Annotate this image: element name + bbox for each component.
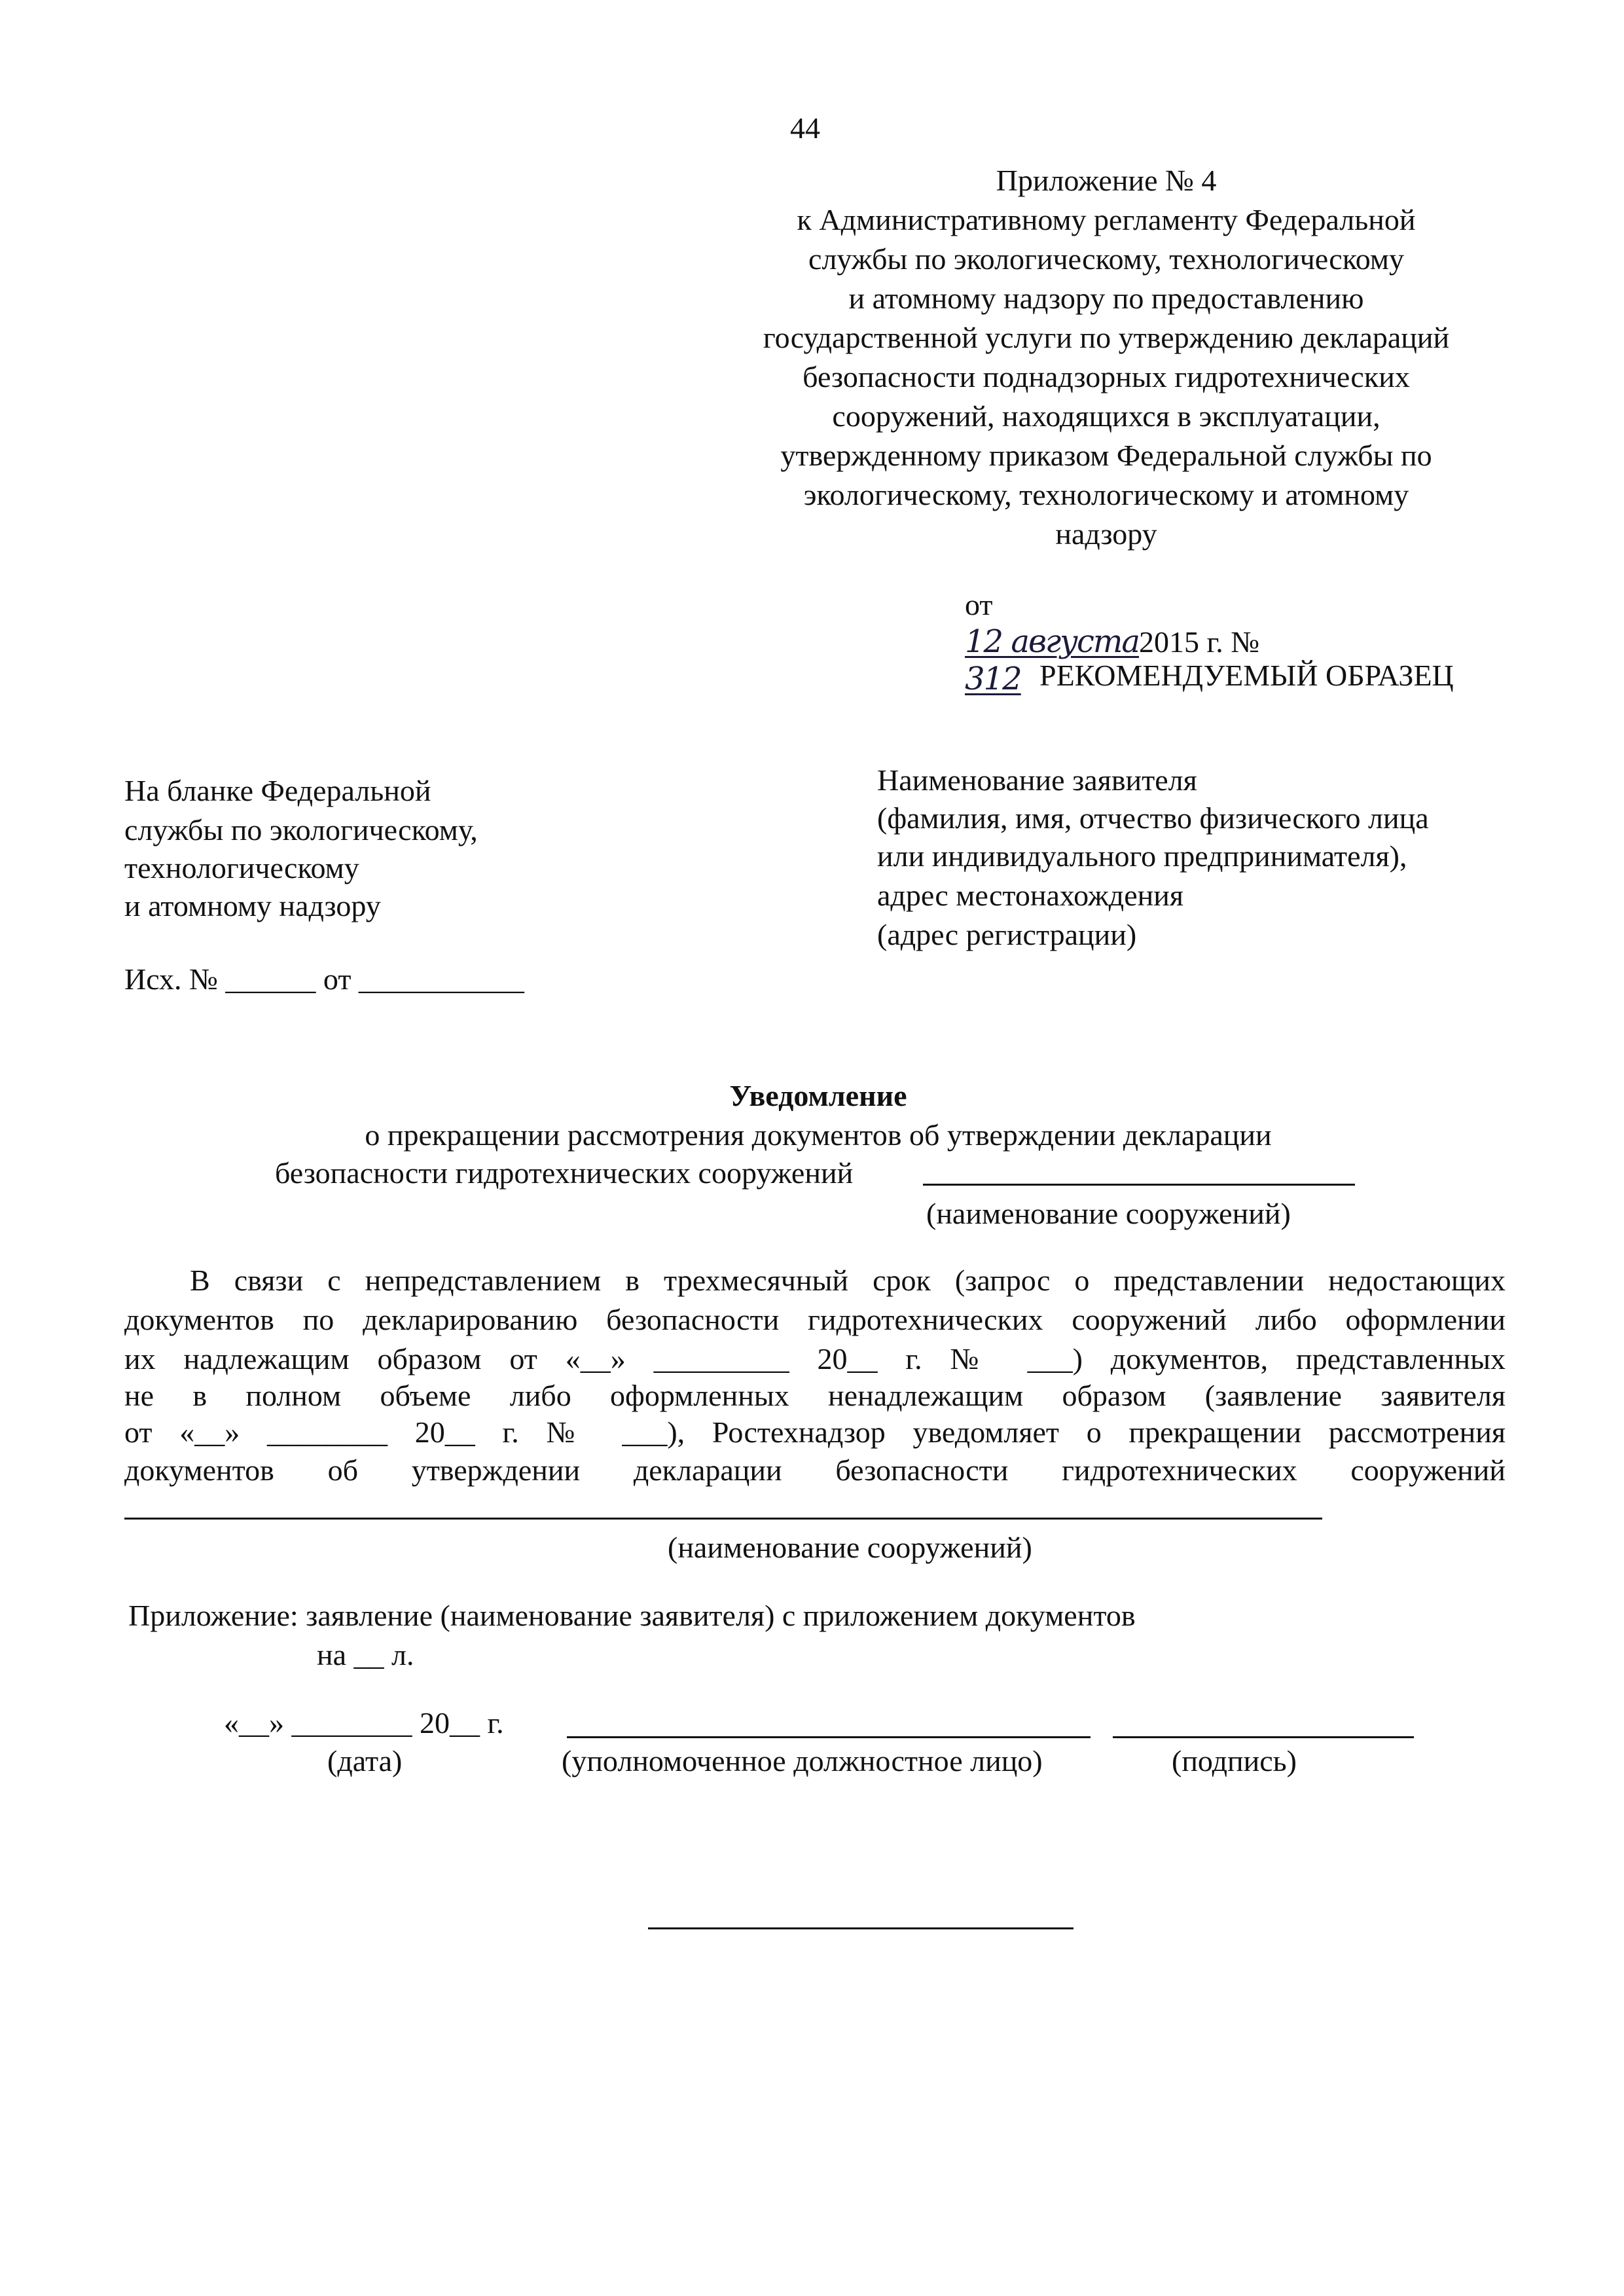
date-caption: (дата) <box>327 1744 403 1777</box>
signature-date-line: «__» ________ 20__ г. <box>224 1706 504 1740</box>
signature-blank <box>1113 1736 1414 1738</box>
appendix-header-line: сооружений, находящихся в эксплуатации, <box>832 399 1380 433</box>
appendix-header-line: утвержденному приказом Федеральной службы по <box>780 439 1432 472</box>
recipient-line: Наименование заявителя <box>877 763 1197 797</box>
body-line: от «__» ________ 20__ г. № ___), Ростехнадзор уведомляет о прекращении рассмотрения <box>124 1415 1506 1449</box>
closing-separator <box>648 1927 1074 1929</box>
body-line: В связи с непредставлением в трехмесячный срок (запрос о представлении недостающих <box>190 1264 1506 1297</box>
notice-title: Уведомление <box>729 1079 907 1112</box>
appendix-header-line: и атомному надзору по предоставлению <box>848 282 1364 315</box>
body-line: не в полном объеме либо оформленных ненадлежащим образом (заявление заявителя <box>124 1379 1506 1412</box>
attachment-line: Приложение: заявление (наименование заявителя) с приложением документов <box>128 1599 1136 1632</box>
page-number: 44 <box>790 111 820 145</box>
recipient-line: (фамилия, имя, отчество физического лица <box>877 801 1429 835</box>
appendix-header-line: службы по экологическому, технологическому <box>808 242 1404 276</box>
handwritten-date: 12 августа <box>965 623 1140 660</box>
structure-name-caption: (наименование сооружений) <box>668 1531 1032 1564</box>
recipient-line: (адрес регистрации) <box>877 918 1137 951</box>
appendix-header-line: безопасности поднадзорных гидротехнических <box>803 360 1410 393</box>
recommended-sample-label: РЕКОМЕНДУЕМЫЙ ОБРАЗЕЦ <box>1039 659 1454 692</box>
date-prefix: от <box>965 588 993 621</box>
body-line: документов по декларированию безопасности гидротехнических сооружений либо оформлении <box>124 1303 1506 1336</box>
notice-subtitle: о прекращении рассмотрения документов об утверждении декларации <box>365 1118 1272 1152</box>
official-blank <box>567 1736 1091 1738</box>
appendix-header-line: государственной услуги по утверждению деклараций <box>763 321 1450 354</box>
appendix-header-line: экологическому, технологическому и атомному <box>803 478 1409 511</box>
signature-caption: (подпись) <box>1172 1744 1297 1777</box>
date-year-label: 2015 г. № <box>1139 625 1260 659</box>
sender-line: и атомному надзору <box>124 889 381 922</box>
recipient-line: адрес местонахождения <box>877 879 1184 912</box>
sender-line: службы по экологическому, <box>124 813 478 847</box>
sender-line: На бланке Федеральной <box>124 774 431 807</box>
order-date-line <box>920 550 1259 735</box>
appendix-header-line: Приложение № 4 <box>996 164 1217 197</box>
recipient-line: или индивидуального предпринимателя), <box>877 839 1407 873</box>
appendix-header-line: надзору <box>1055 517 1157 551</box>
official-caption: (уполномоченное должностное лицо) <box>562 1744 1043 1777</box>
body-line: их надлежащим образом от «__» _________ 20__ г. № ___) документов, представленных <box>124 1342 1506 1376</box>
outgoing-reference: Исх. № ______ от ___________ <box>124 962 524 996</box>
sender-line: технологическому <box>124 851 359 884</box>
structure-name-blank <box>124 1518 1322 1520</box>
body-line: документов об утверждении декларации безопасности гидротехнических сооружений <box>124 1453 1506 1487</box>
appendix-header-line: к Административному регламенту Федеральной <box>797 203 1416 236</box>
structure-name-blank <box>923 1184 1355 1186</box>
handwritten-order-number: 312 <box>965 661 1021 697</box>
notice-subtitle: безопасности гидротехнических сооружений <box>275 1156 854 1190</box>
structure-name-caption: (наименование сооружений) <box>926 1197 1291 1230</box>
attachment-pages: на __ л. <box>317 1638 414 1671</box>
